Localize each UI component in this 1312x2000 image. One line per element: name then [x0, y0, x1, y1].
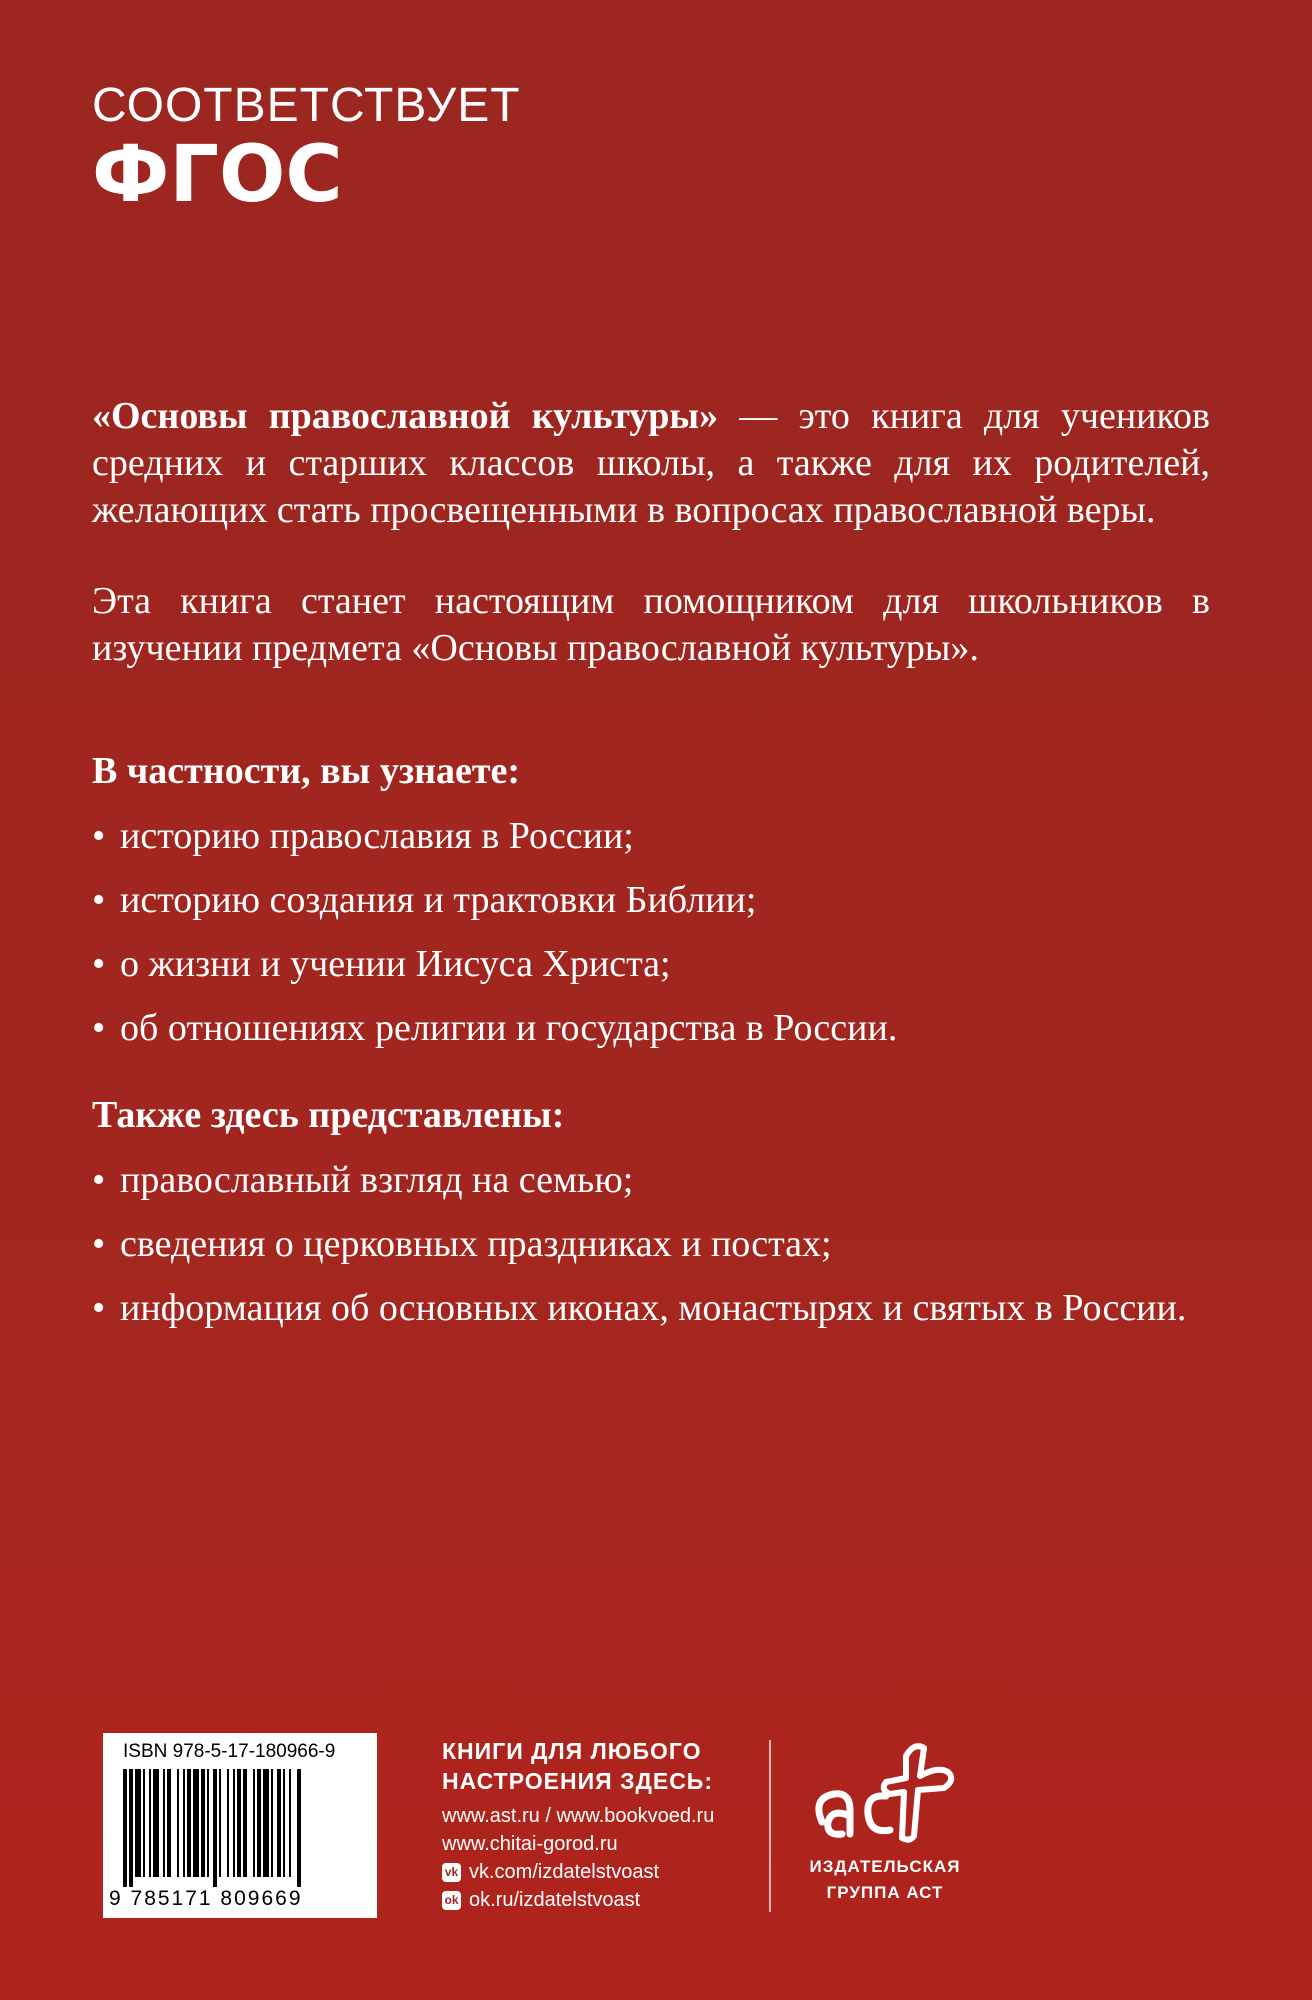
barcode [103, 1733, 377, 1918]
contacts-title-line1: КНИГИ ДЛЯ ЛЮБОГО [442, 1738, 702, 1764]
barcode-bar [129, 1769, 133, 1887]
barcode-bar [193, 1769, 199, 1877]
barcode-bar [283, 1769, 285, 1877]
logo-caption-line1: ИЗДАТЕЛЬСКАЯ [809, 1857, 961, 1876]
ok-url: ok.ru/izdatelstvoast [469, 1889, 641, 1911]
presented-list [92, 1157, 1210, 1332]
list-item: • историю создания и трактовки Библии; [92, 877, 1210, 924]
ean-number: 9 785171 809669 [109, 1887, 303, 1910]
ok-link[interactable] [442, 1886, 714, 1914]
barcode-bar [237, 1769, 241, 1877]
barcode-bar [183, 1769, 185, 1877]
fgos-badge [92, 79, 521, 220]
fgos-label: СООТВЕТСТВУЕТ [92, 79, 521, 132]
website-links[interactable]: www.ast.ru / www.bookvoed.ru [442, 1805, 715, 1827]
barcode-bar [153, 1769, 159, 1877]
contacts-title-line2: НАСТРОЕНИЯ ЗДЕСЬ: [442, 1768, 713, 1794]
barcode-bar [213, 1769, 217, 1887]
barcode-bar [187, 1769, 191, 1877]
second-paragraph: Эта книга станет настоящим помощником для школьников в изучении предмета «Основы православной культуры». [92, 580, 1210, 669]
list-item: • информация об основных иконах, монастырях и святых в России. [92, 1285, 1210, 1332]
barcode-bar [167, 1769, 171, 1877]
vk-url: vk.com/izdatelstvoast [469, 1861, 660, 1883]
description [92, 393, 1210, 1349]
publisher-contacts [442, 1736, 714, 1914]
vk-link[interactable] [442, 1858, 714, 1886]
list-item: • о жизни и учении Иисуса Христа; [92, 941, 1210, 988]
barcode-bars [123, 1769, 359, 1887]
learn-list [92, 813, 1210, 1052]
ast-logo-icon [810, 1738, 960, 1848]
barcode-bar [263, 1769, 269, 1877]
list-item: • сведения о церковных праздниках и постах; [92, 1221, 1210, 1268]
section-learn-title: В частности, вы узнаете: [92, 750, 521, 792]
list-item: • историю православия в России; [92, 813, 1210, 860]
vk-icon: vk [442, 1863, 461, 1882]
barcode-bar [289, 1769, 291, 1877]
barcode-bar [201, 1769, 205, 1877]
odnoklassniki-icon: ok [442, 1891, 461, 1910]
book-title-quote: «Основы православной культуры» [92, 395, 719, 437]
barcode-bar [257, 1769, 261, 1877]
barcode-bar [149, 1769, 151, 1877]
barcode-bar [135, 1769, 141, 1877]
barcode-bar [253, 1769, 255, 1877]
list-item: • об отношениях религии и государства в России. [92, 1005, 1210, 1052]
barcode-bar [297, 1769, 301, 1887]
barcode-bar [227, 1769, 229, 1877]
intro-paragraph [92, 393, 1210, 534]
section-presented-title: Также здесь представлены: [92, 1094, 565, 1136]
barcode-bar [271, 1769, 273, 1877]
barcode-bar [143, 1769, 145, 1877]
ast-logo [800, 1738, 970, 1905]
barcode-bar [219, 1769, 221, 1877]
logo-caption-line2: ГРУППА АСТ [826, 1883, 944, 1902]
barcode-bar [243, 1769, 247, 1877]
barcode-bar [207, 1769, 209, 1877]
isbn-number: ISBN 978-5-17-180966-9 [123, 1741, 336, 1762]
barcode-bar [123, 1769, 127, 1887]
intro-text: — это книга для учеников средних и старших классов школы, а также для их родителей, желающих стать просвещенными в вопросах православной веры. [92, 395, 1210, 531]
website-link-chitai-gorod[interactable]: www.chitai-gorod.ru [442, 1833, 618, 1855]
barcode-bar [277, 1769, 281, 1877]
barcode-bar [177, 1769, 179, 1877]
barcode-bar [233, 1769, 235, 1877]
fgos-title: ФГОС [92, 130, 343, 220]
list-item: • православный взгляд на семью; [92, 1157, 1210, 1204]
divider [769, 1740, 771, 1912]
barcode-bar [163, 1769, 165, 1877]
